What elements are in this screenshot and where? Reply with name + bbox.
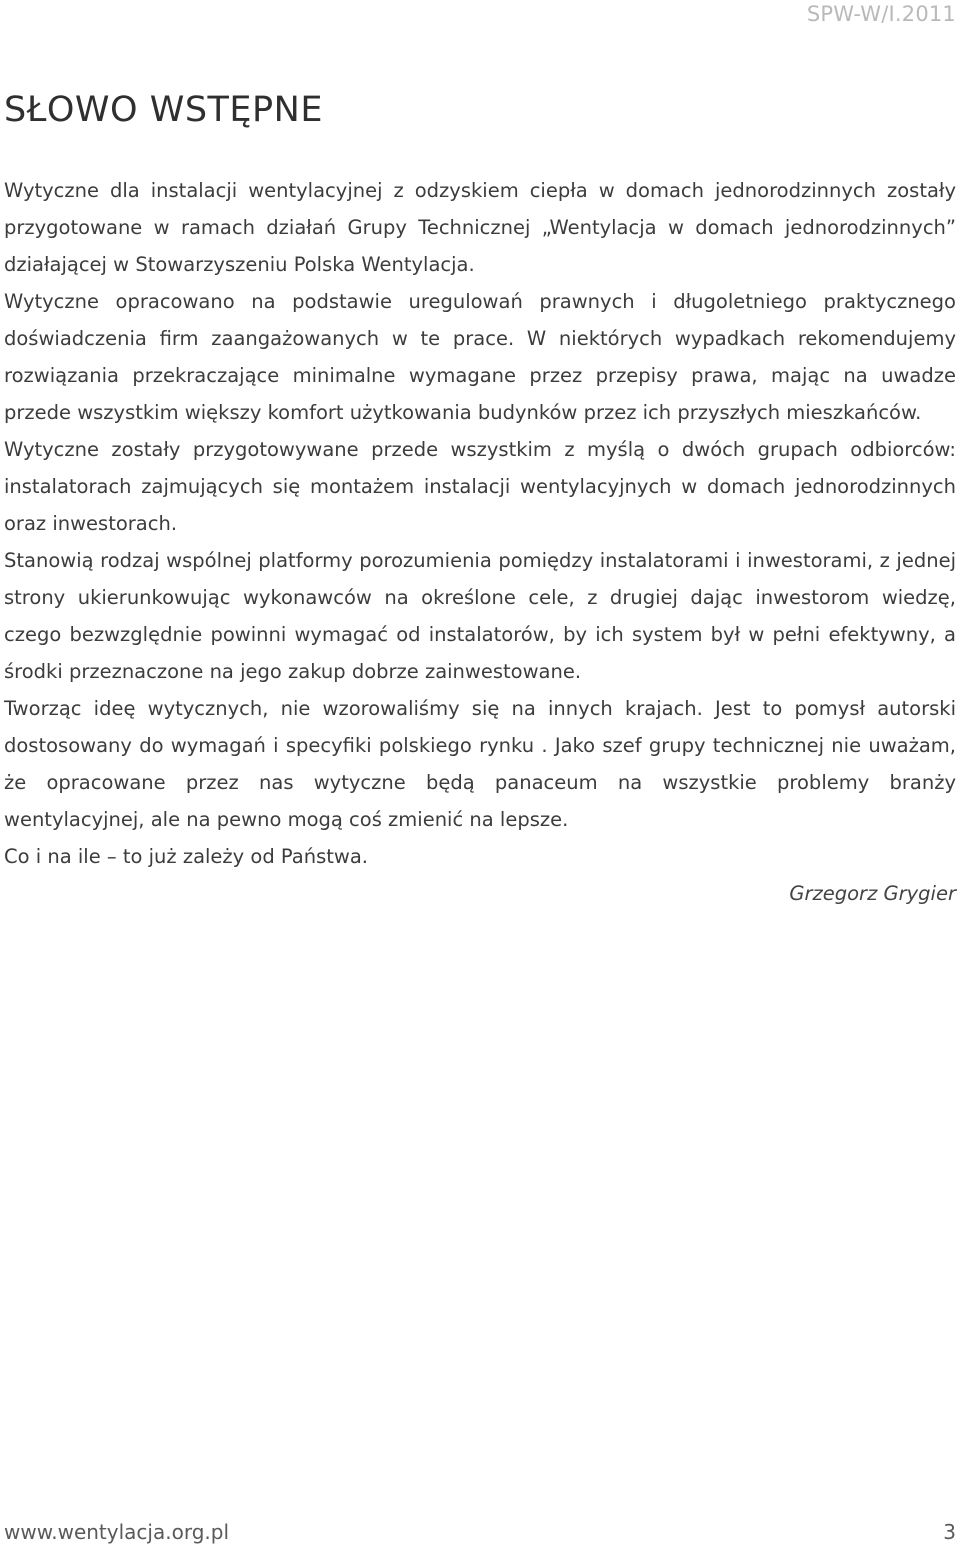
page-title: SŁOWO WSTĘPNE — [4, 90, 323, 130]
paragraph-5: Tworząc ideę wytycznych, nie wzorowaliśmy się na innych krajach. Jest to pomysł autorski dostosowany do wymagań i specyfiki polskiego rynku . Jako szef grupy technicznej nie uważam, że opracowane przez nas wytyczne będą panaceum na wszystkie problemy branży wentylacyjnej, ale na pewno mogą coś zmienić na lepsze. — [4, 697, 956, 831]
page-number: 3 — [943, 1520, 956, 1544]
paragraph-4: Stanowią rodzaj wspólnej platformy porozumienia pomiędzy instalatorami i inwestorami, z jednej strony ukierunkowując wykonawców na określone cele, z drugiej dając inwestorom wiedzę, czego bezwzględnie powinni wymagać od instalatorów, by ich system był w pełni efektywny, a środki przeznaczone na jego zakup dobrze zainwestowane. — [4, 549, 956, 683]
paragraph-6: Co i na ile – to już zależy od Państwa. — [4, 845, 369, 868]
paragraph-2: Wytyczne opracowano na podstawie uregulowań prawnych i długoletniego praktycznego doświadczenia firm zaangażowanych w te prace. W niektórych wypadkach rekomendujemy rozwiązania przekraczające minimalne wymagane przez przepisy prawa, mając na uwadze przede wszystkim większy komfort użytkowania budynków przez ich przyszłych mieszkańców. — [4, 290, 956, 424]
document-code: SPW-W/I.2011 — [806, 2, 956, 26]
signature: Grzegorz Grygier — [789, 882, 956, 905]
paragraph-3: Wytyczne zostały przygotowywane przede wszystkim z myślą o dwóch grupach odbiorców: instalatorach zajmujących się montażem instalacji wentylacyjnych w domach jednorodzinnych oraz inwestorach. — [4, 438, 956, 535]
paragraph-1: Wytyczne dla instalacji wentylacyjnej z odzyskiem ciepła w domach jednorodzinnych zostały przygotowane w ramach działań Grupy Technicznej „Wentylacja w domach jednorodzinnych” działającej w Stowarzyszeniu Polska Wentylacja. — [4, 179, 956, 276]
body-text — [4, 172, 956, 912]
footer-url[interactable]: www.wentylacja.org.pl — [4, 1520, 229, 1544]
